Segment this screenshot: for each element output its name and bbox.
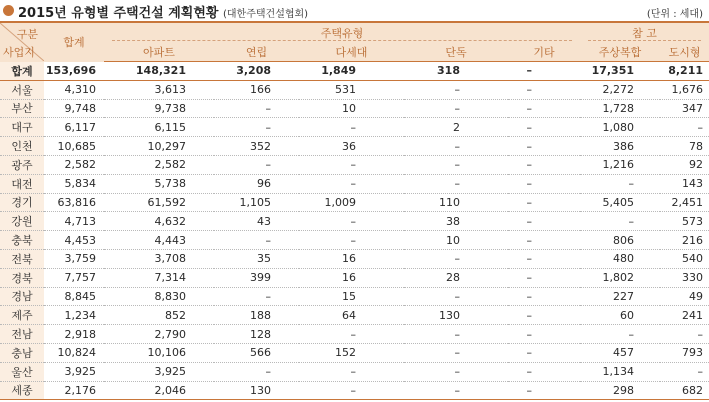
cell-urban: 143 [660,174,709,193]
cell-townhouse: – [214,155,299,174]
cell-detached: – [404,343,508,362]
cell-other: – [508,325,580,344]
cell-region: 부산 [0,99,44,118]
cell-total: 2,918 [44,325,104,344]
cell-detached: 318 [404,62,508,81]
cell-detached: – [404,174,508,193]
cell-mixed: 17,351 [580,62,660,81]
cell-other: – [508,343,580,362]
cell-townhouse: – [214,362,299,381]
cell-mixed: 2,272 [580,80,660,99]
cell-mixed: – [580,325,660,344]
cell-urban: 2,451 [660,193,709,212]
cell-total: 8,845 [44,287,104,306]
header-other: 기타 [508,42,580,62]
header-multi: 다세대 [299,42,404,62]
cell-apt: 10,106 [104,343,214,362]
cell-apt: 852 [104,306,214,325]
cell-other: – [508,137,580,156]
table-row [0,362,709,381]
cell-mixed: 1,216 [580,155,660,174]
table-row [0,137,709,156]
cell-apt: 2,790 [104,325,214,344]
cell-townhouse: – [214,287,299,306]
cell-townhouse: 188 [214,306,299,325]
header-mixed: 주상복합 [580,42,660,62]
cell-multi: 16 [299,249,404,268]
cell-total: 4,453 [44,231,104,250]
cell-detached: – [404,155,508,174]
table-row [0,287,709,306]
cell-other: – [508,268,580,287]
cell-other: – [508,381,580,400]
cell-apt: 8,830 [104,287,214,306]
cell-multi: 15 [299,287,404,306]
cell-mixed: 227 [580,287,660,306]
cell-total: 1,234 [44,306,104,325]
header-group-reference-label: 참 고 [632,26,657,40]
cell-mixed: – [580,174,660,193]
cell-total: 4,713 [44,212,104,231]
table-row [0,193,709,212]
cell-detached: 2 [404,118,508,137]
title-bar [0,0,709,22]
cell-region: 충남 [0,343,44,362]
cell-total: 7,757 [44,268,104,287]
cell-other: – [508,99,580,118]
header-apt: 아파트 [104,42,214,62]
header-group-housing-label: 주택유형 [320,26,364,40]
table-row [0,381,709,400]
table-row [0,99,709,118]
table-row [0,231,709,250]
cell-apt: 61,592 [104,193,214,212]
cell-urban: 241 [660,306,709,325]
source-note: (대한주택건설협회) [223,9,309,20]
cell-detached: – [404,249,508,268]
table-row [0,249,709,268]
cell-detached: 28 [404,268,508,287]
cell-multi: – [299,325,404,344]
cell-multi: 1,849 [299,62,404,81]
cell-apt: 7,314 [104,268,214,287]
cell-detached: – [404,99,508,118]
cell-mixed: 480 [580,249,660,268]
cell-other: – [508,287,580,306]
cell-detached: – [404,80,508,99]
cell-multi: – [299,155,404,174]
table-row [0,325,709,344]
table-row-total [0,62,709,81]
cell-region: 인천 [0,137,44,156]
cell-other: – [508,80,580,99]
cell-mixed: 457 [580,343,660,362]
cell-urban: – [660,362,709,381]
page-title [18,2,308,21]
cell-mixed: – [580,212,660,231]
cell-multi: 36 [299,137,404,156]
cell-multi: 1,009 [299,193,404,212]
cell-other: – [508,62,580,81]
cell-urban: 793 [660,343,709,362]
cell-townhouse: 399 [214,268,299,287]
cell-townhouse: – [214,231,299,250]
cell-other: – [508,306,580,325]
cell-townhouse: – [214,118,299,137]
table-row [0,212,709,231]
cell-multi: 16 [299,268,404,287]
table-row [0,174,709,193]
cell-urban: – [660,325,709,344]
cell-mixed: 5,405 [580,193,660,212]
cell-other: – [508,362,580,381]
header-region: 사업지 [3,45,35,59]
cell-urban: 92 [660,155,709,174]
cell-other: – [508,212,580,231]
cell-detached: – [404,362,508,381]
cell-multi: 152 [299,343,404,362]
cell-total: 10,685 [44,137,104,156]
cell-other: – [508,174,580,193]
cell-multi: 10 [299,99,404,118]
cell-total: 9,748 [44,99,104,118]
cell-apt: 3,708 [104,249,214,268]
cell-urban: 1,676 [660,80,709,99]
cell-apt: 148,321 [104,62,214,81]
cell-mixed: 60 [580,306,660,325]
cell-apt: 6,115 [104,118,214,137]
cell-region: 세종 [0,381,44,400]
cell-townhouse: 130 [214,381,299,400]
header-urban: 도시형 [660,42,709,62]
cell-urban: 573 [660,212,709,231]
cell-townhouse: 128 [214,325,299,344]
cell-apt: 2,582 [104,155,214,174]
bullet-icon [3,5,14,16]
cell-total: 10,824 [44,343,104,362]
cell-urban: – [660,118,709,137]
cell-mixed: 1,134 [580,362,660,381]
cell-mixed: 806 [580,231,660,250]
cell-urban: 216 [660,231,709,250]
cell-detached: 130 [404,306,508,325]
cell-townhouse: – [214,99,299,118]
cell-region: 제주 [0,306,44,325]
cell-apt: 9,738 [104,99,214,118]
cell-total: 2,176 [44,381,104,400]
cell-townhouse: 166 [214,80,299,99]
cell-multi: – [299,231,404,250]
housing-table [0,21,709,400]
cell-detached: – [404,381,508,400]
cell-urban: 330 [660,268,709,287]
table-row [0,306,709,325]
cell-urban: 78 [660,137,709,156]
cell-apt: 3,925 [104,362,214,381]
cell-multi: – [299,381,404,400]
cell-other: – [508,155,580,174]
cell-apt: 5,738 [104,174,214,193]
cell-other: – [508,193,580,212]
cell-multi: – [299,118,404,137]
cell-total: 153,696 [44,62,104,81]
cell-townhouse: 43 [214,212,299,231]
cell-detached: – [404,137,508,156]
cell-total: 5,834 [44,174,104,193]
cell-apt: 2,046 [104,381,214,400]
cell-multi: 64 [299,306,404,325]
cell-multi: 531 [299,80,404,99]
title-text: 2015년 유형별 주택건설 계획현황 [18,6,219,21]
header-group-reference [580,22,709,42]
cell-townhouse: 96 [214,174,299,193]
table-row [0,155,709,174]
cell-detached: 110 [404,193,508,212]
unit-note: (단위 : 세대) [646,9,703,20]
cell-apt: 4,632 [104,212,214,231]
cell-townhouse: 566 [214,343,299,362]
cell-mixed: 1,080 [580,118,660,137]
table-body [0,62,709,400]
cell-detached: – [404,325,508,344]
cell-region: 전북 [0,249,44,268]
group-divider [588,40,701,41]
table-row [0,343,709,362]
header-total: 합계 [44,22,104,62]
cell-region: 강원 [0,212,44,231]
cell-multi: – [299,212,404,231]
cell-region: 울산 [0,362,44,381]
group-divider [112,40,572,41]
cell-total: 4,310 [44,80,104,99]
table-row [0,268,709,287]
cell-region: 대전 [0,174,44,193]
cell-region: 대구 [0,118,44,137]
cell-detached: 10 [404,231,508,250]
cell-mixed: 1,802 [580,268,660,287]
cell-detached: 38 [404,212,508,231]
cell-detached: – [404,287,508,306]
cell-apt: 3,613 [104,80,214,99]
cell-mixed: 298 [580,381,660,400]
cell-total: 63,816 [44,193,104,212]
cell-townhouse: 352 [214,137,299,156]
cell-region: 경기 [0,193,44,212]
cell-apt: 10,297 [104,137,214,156]
cell-townhouse: 1,105 [214,193,299,212]
cell-other: – [508,249,580,268]
cell-urban: 540 [660,249,709,268]
cell-townhouse: 35 [214,249,299,268]
cell-region: 광주 [0,155,44,174]
cell-total: 2,582 [44,155,104,174]
diagonal-header-cell [0,22,44,62]
cell-total: 6,117 [44,118,104,137]
cell-multi: – [299,362,404,381]
cell-urban: 347 [660,99,709,118]
cell-region: 합계 [0,62,44,81]
table-row [0,118,709,137]
cell-mixed: 1,728 [580,99,660,118]
cell-other: – [508,118,580,137]
cell-urban: 8,211 [660,62,709,81]
cell-urban: 682 [660,381,709,400]
table-row [0,80,709,99]
cell-other: – [508,231,580,250]
cell-total: 3,759 [44,249,104,268]
cell-region: 서울 [0,80,44,99]
cell-region: 충북 [0,231,44,250]
cell-urban: 49 [660,287,709,306]
cell-apt: 4,443 [104,231,214,250]
cell-total: 3,925 [44,362,104,381]
cell-region: 경북 [0,268,44,287]
cell-region: 경남 [0,287,44,306]
header-detached: 단독 [404,42,508,62]
header-category: 구분 [16,28,38,41]
header-townhouse: 연립 [214,42,299,62]
cell-mixed: 386 [580,137,660,156]
cell-townhouse: 3,208 [214,62,299,81]
header-group-housing-type [104,22,580,42]
cell-region: 전남 [0,325,44,344]
cell-multi: – [299,174,404,193]
